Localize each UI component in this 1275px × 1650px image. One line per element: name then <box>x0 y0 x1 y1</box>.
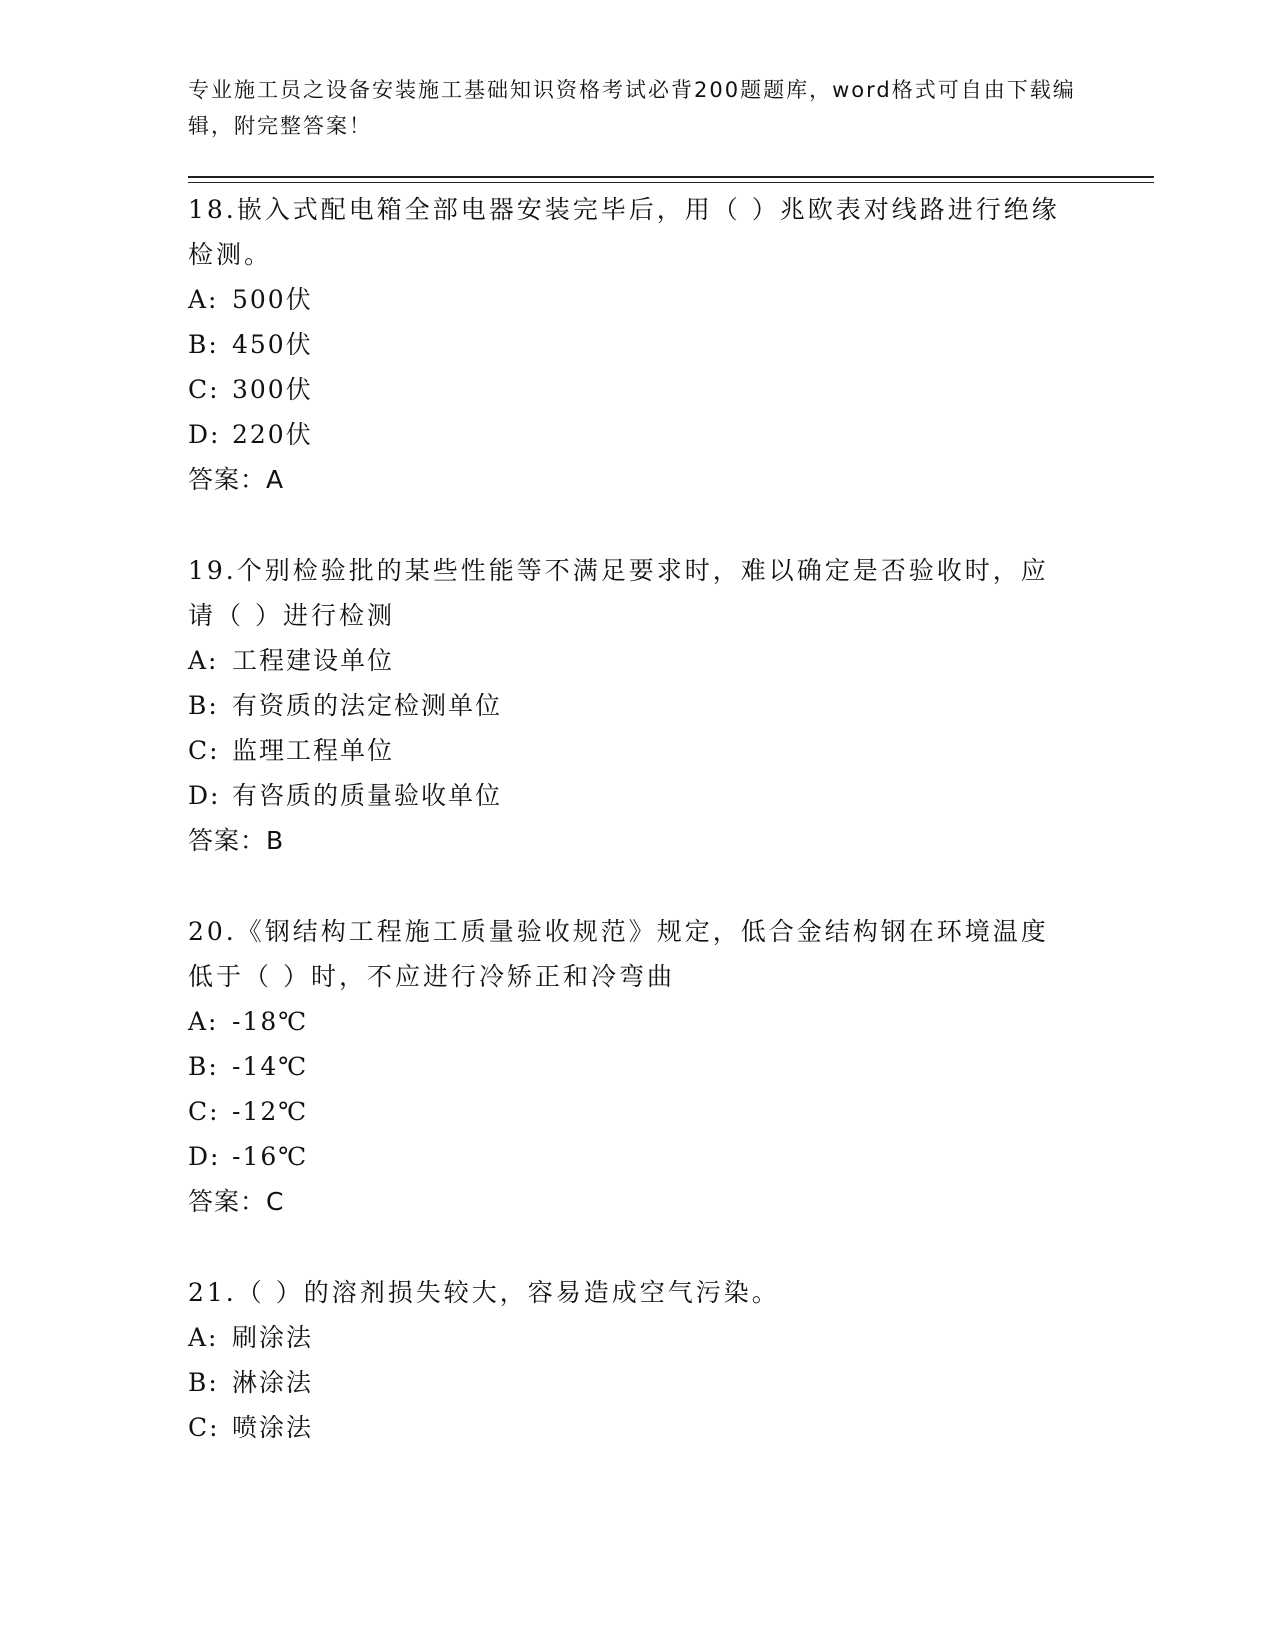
option-d <box>188 773 1088 818</box>
option-b <box>188 322 1088 367</box>
option-letter: A: <box>188 1007 219 1036</box>
option-text: 有资质的法定检测单位 <box>232 691 503 720</box>
option-text: 220伏 <box>232 420 313 449</box>
divider-line-thin <box>188 182 1154 183</box>
question-list <box>188 187 1088 1496</box>
option-c <box>188 728 1088 773</box>
option-letter: C: <box>188 375 220 404</box>
option-b <box>188 683 1088 728</box>
option-text: 淋涂法 <box>232 1368 314 1397</box>
question-stem: 18.嵌入式配电箱全部电器安装完毕后，用（ ）兆欧表对线路进行绝缘检测。 <box>188 195 1060 269</box>
option-letter: B: <box>188 330 219 359</box>
answer-line: 答案：B <box>188 826 285 855</box>
option-letter: A: <box>188 646 219 675</box>
option-text: -12℃ <box>232 1097 309 1126</box>
option-c <box>188 367 1088 412</box>
option-letter: A: <box>188 285 219 314</box>
option-c <box>188 1405 1088 1450</box>
question-18 <box>188 187 1088 502</box>
option-letter: B: <box>188 1368 219 1397</box>
option-text: 工程建设单位 <box>232 646 395 675</box>
option-letter: D: <box>188 420 221 449</box>
answer-line: 答案：C <box>188 1187 285 1216</box>
option-text: 450伏 <box>232 330 313 359</box>
option-letter: B: <box>188 1052 219 1081</box>
option-a <box>188 638 1088 683</box>
option-a <box>188 1315 1088 1360</box>
option-letter: C: <box>188 1413 220 1442</box>
answer-line: 答案：A <box>188 465 285 494</box>
option-text: 300伏 <box>232 375 313 404</box>
option-text: 喷涂法 <box>232 1413 314 1442</box>
option-letter: D: <box>188 781 221 810</box>
document-intro: 专业施工员之设备安装施工基础知识资格考试必背200题题库，word格式可自由下载编辑，附完整答案！ <box>188 78 1076 138</box>
option-d <box>188 412 1088 457</box>
divider-line-thick <box>188 176 1154 178</box>
option-a <box>188 277 1088 322</box>
option-text: -16℃ <box>232 1142 309 1171</box>
option-text: 有咨质的质量验收单位 <box>232 781 503 810</box>
option-b <box>188 1360 1088 1405</box>
option-d <box>188 1134 1088 1179</box>
question-20 <box>188 909 1088 1224</box>
option-a <box>188 999 1088 1044</box>
option-text: -14℃ <box>232 1052 309 1081</box>
option-letter: D: <box>188 1142 221 1171</box>
option-letter: A: <box>188 1323 219 1352</box>
option-letter: C: <box>188 1097 220 1126</box>
question-21 <box>188 1270 1088 1450</box>
option-text: 500伏 <box>232 285 313 314</box>
option-letter: C: <box>188 736 220 765</box>
question-stem: 19.个别检验批的某些性能等不满足要求时，难以确定是否验收时，应请（ ）进行检测 <box>188 556 1049 630</box>
option-text: 刷涂法 <box>232 1323 314 1352</box>
option-b <box>188 1044 1088 1089</box>
option-c <box>188 1089 1088 1134</box>
question-19 <box>188 548 1088 863</box>
question-stem: 21.（ ）的溶剂损失较大，容易造成空气污染。 <box>188 1278 780 1307</box>
option-letter: B: <box>188 691 219 720</box>
question-stem: 20.《钢结构工程施工质量验收规范》规定，低合金结构钢在环境温度低于（ ）时，不应进行冷矫正和冷弯曲 <box>188 917 1049 991</box>
option-text: -18℃ <box>232 1007 309 1036</box>
option-text: 监理工程单位 <box>232 736 395 765</box>
